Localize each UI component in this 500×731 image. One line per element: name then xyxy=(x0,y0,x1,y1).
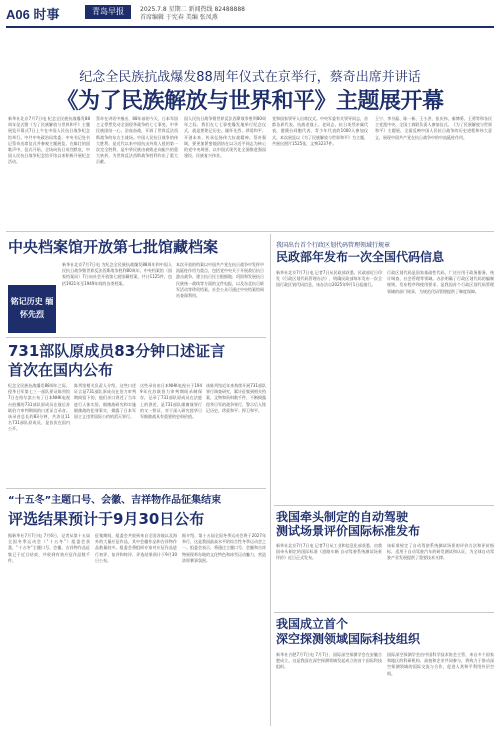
unit731-col-2: 陈列馆相关负责人介绍，这些口述证言是731部队原成员在伯力审判期间留下的，他们亲口讲述了当年进行人体实验、细菌战研究和实施细菌战的犯罪事实，揭露了日本军国主义违背国际公约的滔天罪行。 xyxy=(74,383,136,420)
fifteen-col-2: 征集期间，组委会共收到来自全国各地以及海外的大量应征作品，其中会徽作品和吉祥物作品数量较多。组委会将组织专家对应征作品进行初评、复评和终评，评选结果预计于9月30日公布。 xyxy=(95,533,177,563)
fifteen-title: 评选结果预计于9月30日公布 xyxy=(8,510,205,528)
civil-col-1: 新华社北京7月7日电 记者7日从民政部获悉，民政部近日印发《行政区划代码管理办法》，明确民政部每年发布一次全国行政区划代码信息，该办法自2025年9月1日起施行。 xyxy=(276,270,382,288)
archives-title: 中央档案馆开放第七批馆藏档案 xyxy=(8,238,219,256)
column-divider xyxy=(270,234,271,726)
standard-col-1: 新华社北京7月7日电 记者7日从工业和信息化部获悉，由我国牵头制定的国际标准《道路车辆 自动驾驶系统测试场景 评价》近日正式发布。 xyxy=(276,543,382,561)
promo-box: 铭记历史 缅怀先烈 xyxy=(8,285,56,333)
date-line: 2025.7.8 星期二 新闻热线 82488888 xyxy=(140,6,245,13)
civil-col-2: 行政区划代码是国家基础性代码，广泛应用于政务服务、统计调查、社会管理等领域。办法明确了行政区划代码的编制规则、发布程序和使用要求，是我国首个行政区划代码管理领域的部门规章，为规范代码管理提供了制度保障。 xyxy=(387,270,494,294)
lead-col-3: 国人民抗日战争暨世界反法西斯战争胜利80周年之际，我们在七七事变爆发地举行纪念仪式，就是要铭记历史、缅怀先烈、珍爱和平、开创未来，传承弘扬伟大抗战精神。蔡奇强调，要更加紧密地团结在以习近平同志为核心的党中央周围，以中国式现代化全面推进强国建设、民族复兴伟业。 xyxy=(184,116,266,159)
archives-text-right: 本次开放的档案以中国共产党在抗日战争中发挥中流砥柱作用为重点，包括党中央关于开展敌后抗日游击战争、建立抗日民主根据地、巩固和发展抗日民族统一战线等方面的文件电报，以及东北抗日联军活动等珍贵档案。社会公众可通过中央档案馆网站查阅利用。 xyxy=(176,262,264,299)
lead-subtitle: 纪念全民族抗战爆发88周年仪式在京举行，蔡奇出席并讲话 xyxy=(79,70,421,85)
standard-title-2: 测试场景评价国际标准发布 xyxy=(276,524,421,538)
editor-line: 首席编辑 于宪春 美编 张凤燕 xyxy=(140,14,218,21)
lead-bottom-rule xyxy=(6,231,494,232)
header-meta xyxy=(140,6,245,22)
org-title-2: 深空探测领域国际科技组织 xyxy=(276,632,421,646)
archives-text-left: 新华社北京7月7日电 为纪念全民族抗战爆发88周年和中国人民抗日战争暨世界反法西斯战争胜利80周年，中央档案馆（国家档案局）7日向社会开放第七批馆藏档案，共计1125件，包括1921年至1949年间的各类档案。 xyxy=(62,262,172,286)
unit731-col-1: 纪念全民族抗战爆发88周年之际，侵华日军第七三一部队罪证陈列馆7日在哈尔滨公布了日本NHK电视台拍摄的731部队原成员在战后苏联伯力审判期间的口述证言录音。该录音总长约83分钟，共涉及11名731部队原成员，是首次在国内公开。 xyxy=(8,383,70,432)
org-col-1: 新华社合肥7月7日电 7月7日，国际深空探测学会在安徽合肥成立。这是我国在深空探测领域发起成立的首个国际科技组织。 xyxy=(276,652,382,670)
standard-title-1: 我国牵头制定的自动驾驶 xyxy=(276,510,409,524)
standard-col-2: 该标准规定了自动驾驶系统测试场景的评价方法和评价指标，适用于自动驾驶汽车的研发测试和认证，为全球自动驾驶产业发展提供了重要技术支撑。 xyxy=(387,543,494,561)
lead-col-5: 王宁、李书磊、陈一新、王小洪、张庆伟、秦博勇、王勇等和各民主党派中央、全国工商联负责人参加仪式。《为了民族解放与世界和平》主题展，全面反映中国人民抗日战争的历史进程和伟大意义，展现中国共产党在抗日战争中的中流砥柱作用。 xyxy=(375,116,492,140)
civil-bottom-rule xyxy=(274,505,494,506)
unit731-title-2: 首次在国内公布 xyxy=(8,361,114,379)
lead-col-4: 党和国家领导人出席仪式。中央军委有关领导同志，首都各界代表，抗战老战士、老同志、抗日英烈亲属代表，港澳台同胞代表，青少年代表约1000人参加仪式。本次展览以《为了民族解放与世界和平》为主题，共展出照片1525张，文物3237件。 xyxy=(272,116,368,146)
fifteen-col-1: 据新华社7月7日电 7月6日，记者从第十五届全国冬季运动会（“十五冬”）组委会获悉，“十五冬”主题口号、会徽、吉祥物作品征集已于近日结束，共收到有效应征作品数千件。 xyxy=(8,533,90,563)
org-col-2: 国际深空探测学会由中国科学技术协会主管，来自多个国家和地区的科研机构、高校和企业共同参与，将致力于推动深空探测领域的国际交流与合作，促进人类和平利用外层空间。 xyxy=(387,652,494,676)
archives-bottom-rule xyxy=(6,337,266,338)
lead-col-1: 新华社北京7月7日电 纪念全民族抗战爆发88周年仪式暨《为了民族解放与世界和平》主题展览开幕式7日上午在中国人民抗日战争纪念馆举行。中共中央政治局常委、中央书记处书记蔡奇出席仪式并参观主题展览。在雄壮的国歌声中，仪式开始。全场向抗日英烈默哀，中国人民抗日战争纪念馆开馆以来积极开展纪念活动。 xyxy=(8,116,90,165)
lead-col-2: 蔡奇在讲话中指出，88年前的今天，日本军国主义悍然发动全面侵华战争的七七事变，中华民族团结一心、浴血奋战，开辟了世界反法西斯战争的东方主战场。中国人民抗日战争的伟大胜利，是近代以来中国抗击外敌入侵的第一次完全胜利，是中华民族由衰败走向振兴的重大转折，为世界反法西斯战争胜利作出了重大贡献。 xyxy=(96,116,178,165)
civil-title: 民政部年发布一次全国代码信息 xyxy=(276,250,445,264)
unit731-col-3: 这些录音由日本NHK电视台于1949年在苏联伯力审判期间录制保存，记录了731部队原成员在法庭上的供述，是731部队细菌战罪行的又一铁证，对于深入研究侵华日军细菌战具有重要的史料价值。 xyxy=(140,383,202,420)
unit731-bottom-rule xyxy=(6,488,266,489)
header-rule xyxy=(6,26,494,28)
newspaper-logo: 青岛早报 xyxy=(85,5,131,19)
fifteen-col-3: 据介绍，第十五届全国冬季运动会将于2027年举行，这是我国最高水平的综合性冬季运动会之一。组委会表示，将通过主题口号、会徽和吉祥物展现举办地的文化特色和冰雪运动魅力，营造浓厚赛事氛围。 xyxy=(182,533,266,563)
lead-title: 《为了民族解放与世界和平》主题展开幕 xyxy=(56,88,444,114)
fifteen-kicker: “十五冬”主题口号、会徽、吉祥物作品征集结束 xyxy=(8,495,222,506)
civil-kicker: 我国出台首个行政区划代码管理领域行规章 xyxy=(276,242,391,249)
page-label: A06 时事 xyxy=(6,7,60,22)
unit731-title-1: 731部队原成员83分钟口述证言 xyxy=(8,342,226,360)
standard-bottom-rule xyxy=(274,612,494,613)
unit731-col-4: 该陈列馆近年来持续开展731部队罪行调查研究，累计征集到相关档案、文物和资料数千件，不断揭露侵华日军的战争罪行，警示后人铭记历史、珍爱和平、捍卫和平。 xyxy=(206,383,266,413)
org-title-1: 我国成立首个 xyxy=(276,617,349,631)
